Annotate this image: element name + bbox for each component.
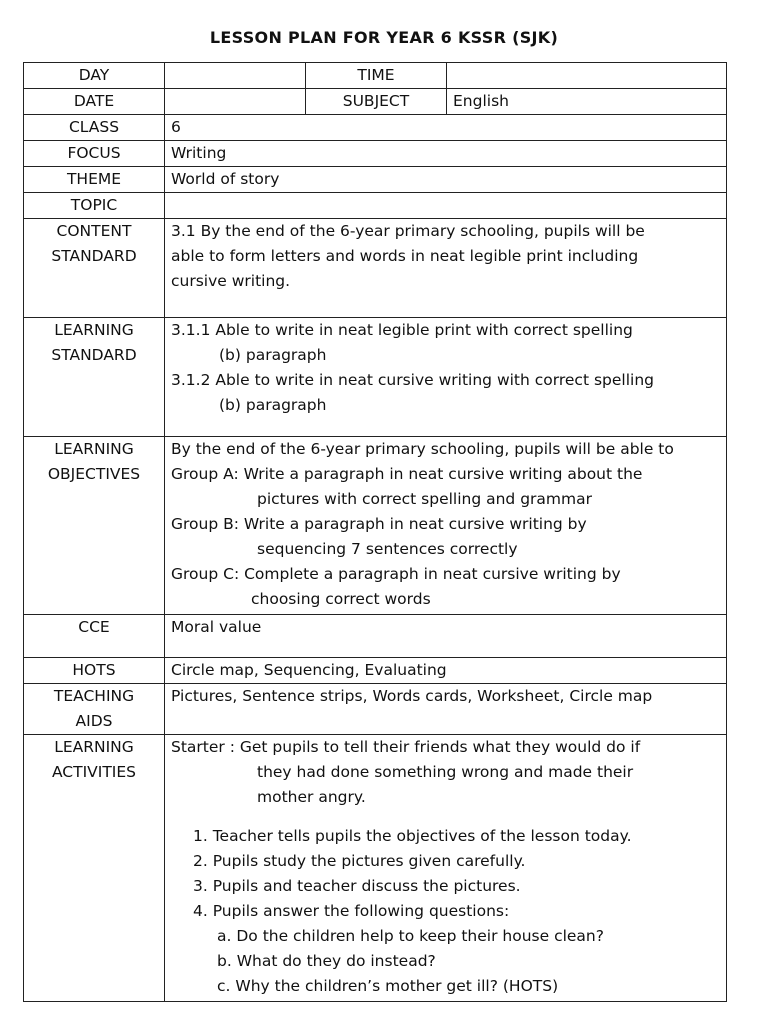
row-date-subject xyxy=(24,89,727,115)
label-learning-activities: LEARNING ACTIVITIES xyxy=(24,735,165,1002)
row-content-standard xyxy=(24,219,727,318)
label-class: CLASS xyxy=(24,115,165,141)
label-content-standard: CONTENT STANDARD xyxy=(24,219,165,318)
row-focus xyxy=(24,141,727,167)
row-cce xyxy=(24,615,727,658)
spacer xyxy=(171,810,720,824)
label-theme: THEME xyxy=(24,167,165,193)
row-class xyxy=(24,115,727,141)
label-subject: SUBJECT xyxy=(306,89,447,115)
label-cce: CCE xyxy=(24,615,165,658)
label-focus: FOCUS xyxy=(24,141,165,167)
label-time: TIME xyxy=(306,63,447,89)
activity-question: c. Why the children’s mother get ill? (HOTS) xyxy=(217,977,559,995)
value-subject: English xyxy=(447,89,727,115)
row-learning-objectives xyxy=(24,437,727,615)
row-topic xyxy=(24,193,727,219)
value-class: 6 xyxy=(165,115,727,141)
value-topic xyxy=(165,193,727,219)
label-teaching-aids: TEACHING AIDS xyxy=(24,684,165,735)
value-cce: Moral value xyxy=(165,615,727,658)
activity-question: b. What do they do instead? xyxy=(217,952,436,970)
activity-step: 3. Pupils and teacher discuss the pictures. xyxy=(193,877,521,895)
value-day xyxy=(165,63,306,89)
label-day: DAY xyxy=(24,63,165,89)
starter-line: they had done something wrong and made their xyxy=(257,763,634,781)
activity-step: 2. Pupils study the pictures given carefully. xyxy=(193,852,526,870)
page-title: LESSON PLAN FOR YEAR 6 KSSR (SJK) xyxy=(209,28,559,47)
value-focus: Writing xyxy=(165,141,727,167)
value-date xyxy=(165,89,306,115)
starter-line: mother angry. xyxy=(257,788,366,806)
label-learning-standard: LEARNING STANDARD xyxy=(24,318,165,437)
row-hots xyxy=(24,658,727,684)
starter-line: Starter : Get pupils to tell their friends what they would do if xyxy=(171,738,641,756)
value-learning-objectives: By the end of the 6-year primary schooling, pupils will be able to Group A: Write a paragraph in neat cursive writing about the pictures with correct spelling and grammar Group B: Write a paragraph in neat cursive writing by sequencing 7 sentences correctly Group C: Complete a paragraph in neat cursive writing by choosing correct words xyxy=(165,437,727,615)
lesson-plan-table xyxy=(23,62,727,1002)
label-topic: TOPIC xyxy=(24,193,165,219)
activity-step: 4. Pupils answer the following questions: xyxy=(193,902,510,920)
label-learning-objectives: LEARNING OBJECTIVES xyxy=(24,437,165,615)
row-learning-standard xyxy=(24,318,727,437)
value-hots: Circle map, Sequencing, Evaluating xyxy=(165,658,727,684)
value-teaching-aids: Pictures, Sentence strips, Words cards, Worksheet, Circle map xyxy=(165,684,727,735)
label-hots: HOTS xyxy=(24,658,165,684)
label-date: DATE xyxy=(24,89,165,115)
value-theme: World of story xyxy=(165,167,727,193)
value-learning-activities xyxy=(165,735,727,1002)
value-time xyxy=(447,63,727,89)
activity-step: 1. Teacher tells pupils the objectives of the lesson today. xyxy=(193,827,632,845)
row-day-time xyxy=(24,63,727,89)
row-learning-activities xyxy=(24,735,727,1002)
row-theme xyxy=(24,167,727,193)
activity-question: a. Do the children help to keep their house clean? xyxy=(217,927,604,945)
row-teaching-aids xyxy=(24,684,727,735)
value-learning-standard: 3.1.1 Able to write in neat legible print with correct spelling (b) paragraph 3.1.2 Able to write in neat cursive writing with correct spelling (b) paragraph xyxy=(165,318,727,437)
value-content-standard: 3.1 By the end of the 6-year primary schooling, pupils will be able to form letters and words in neat legible print including cursive writing. xyxy=(165,219,727,318)
